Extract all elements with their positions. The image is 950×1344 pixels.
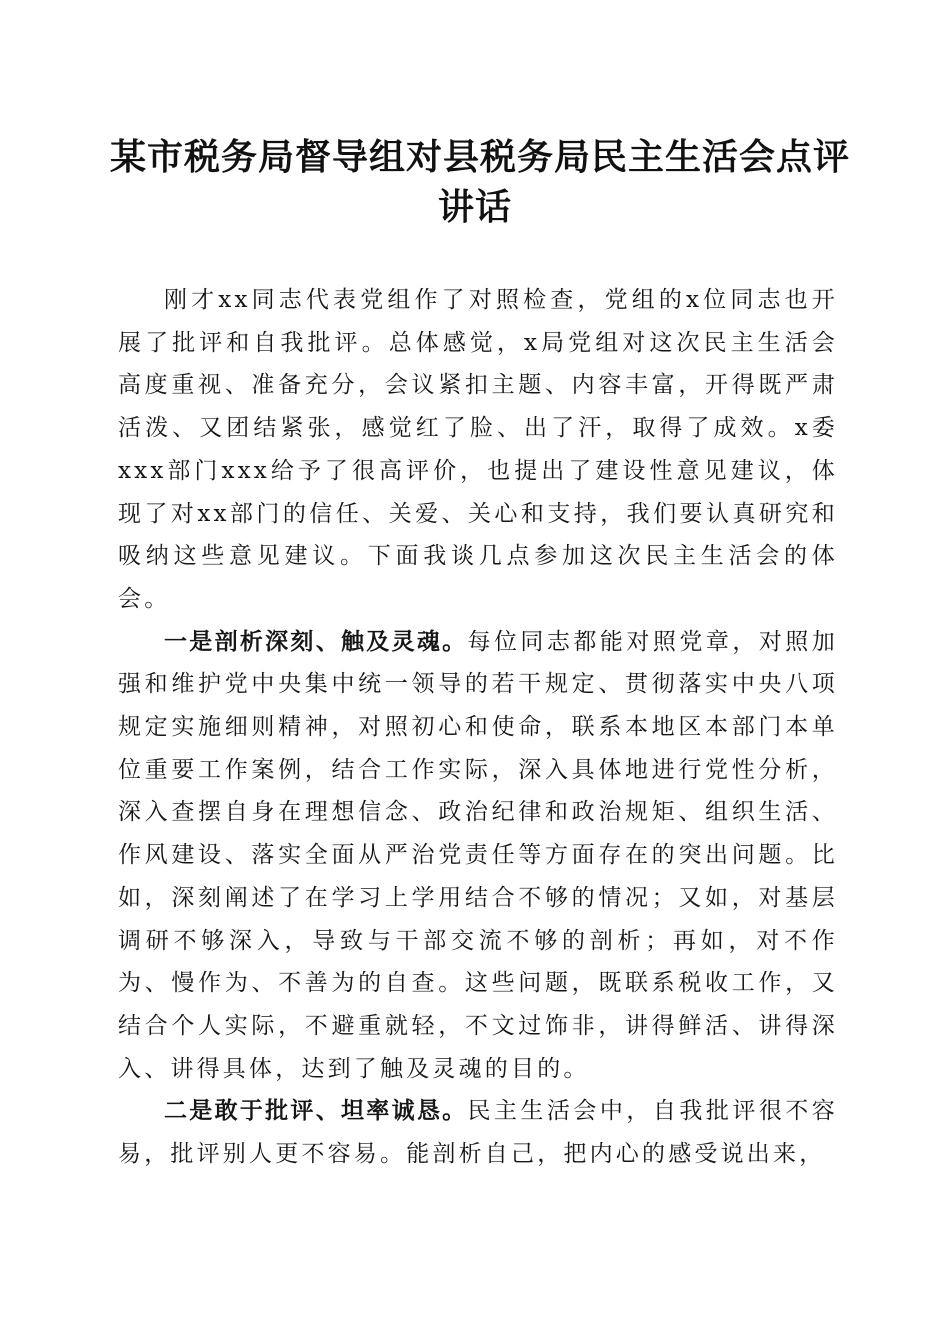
paragraph-point-one-text: 每位同志都能对照党章，对照加强和维护党中央集中统一领导的若干规定、贯彻落实中央八项规定实施细则精神，对照初心和使命，联系本地区本部门本单位重要工作案例，结合工作实际，深入具体地进行党性分析，深入查摆自身在理想信念、政治纪律和政治规矩、组织生活、作风建设、落实全面从严治党责任等方面存在的突出问题。比如，深刻阐述了在学习上学用结合不够的情况；又如，对基层调研不够深入，导致与干部交流不够的剖析；再如，对不作为、慢作为、不善为的自查。这些问题，既联系税收工作，又结合个人实际，不避重就轻，不文过饰非，讲得鲜活、讲得深入、讲得具体，达到了触及灵魂的目的。: [118, 628, 838, 1082]
paragraph-point-two: [118, 1090, 838, 1175]
title-line-1: 某市税务局督导组对县税务局民主生活会点评: [110, 136, 851, 178]
paragraph-point-two-text: 民主生活会中，自我批评很不容易，批评别人更不容易。能剖析自己，把内心的感受说出来，: [118, 1098, 838, 1168]
document-title: [110, 132, 851, 232]
paragraph-point-one: [118, 621, 838, 1091]
paragraph-point-one-heading: 一是剖析深刻、触及灵魂。: [164, 628, 468, 655]
paragraph-intro-text: 刚才xx同志代表党组作了对照检查，党组的x位同志也开展了批评和自我批评。总体感觉，x局党组对这次民主生活会高度重视、准备充分，会议紧扣主题、内容丰富，开得既严肃活泼、又团结紧张，感觉红了脸、出了汗，取得了成效。x委xxx部门xxx给予了很高评价，也提出了建设性意见建议，体现了对xx部门的信任、关爱、关心和支持，我们要认真研究和吸纳这些意见建议。下面我谈几点参加这次民主生活会的体会。: [118, 287, 838, 612]
paragraph-intro: [118, 279, 838, 621]
title-line-2: 讲话: [437, 186, 512, 228]
paragraph-point-two-heading: 二是敢于批评、坦率诚恳。: [164, 1098, 468, 1125]
document-body: [118, 279, 838, 1176]
